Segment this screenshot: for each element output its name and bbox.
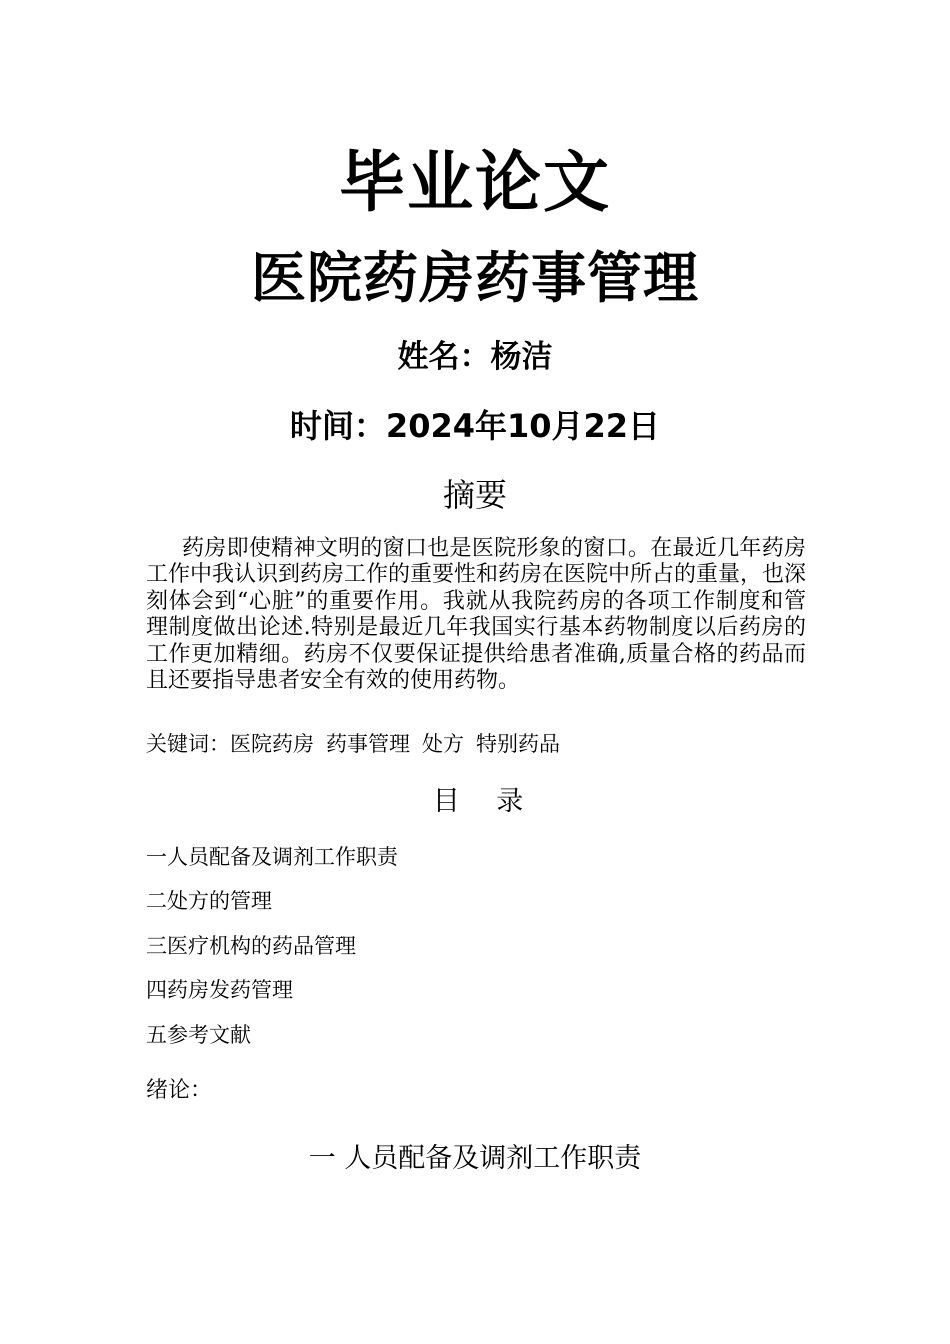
toc-item: 三医疗机构的药品管理 [146,933,356,958]
keyword-item: 特别药品 [476,732,560,756]
toc-item: 一人员配备及调剂工作职责 [146,845,398,869]
author-line: 姓名：杨洁 [397,339,553,375]
thesis-title: 毕业论文 [339,144,611,221]
toc-item: 五参考文献 [146,1022,251,1047]
keyword-item: 医院药房 [230,732,314,756]
toc-item: 四药房发药管理 [146,978,293,1003]
date-line: 时间：2024年10月22日 [289,407,661,445]
keyword-item: 处方 [422,732,464,756]
abstract-text: 药房即使精神文明的窗口也是医院形象的窗口。在最近几年药房工作中我认识到药房工作的重要性和药房在医院中所占的重量，也深刻体会到“心脏”的重要作用。我就从我院药房的各项工作制度和管理制度做出论述.特别是最近几年我国实行基本药物制度以后药房的工作更加精细。药房不仅要保证提供给患者准确,质量合格的药品而且还要指导患者安全有效的使用药物。 [146,536,807,694]
toc-heading: 目 录 [432,786,538,817]
keyword-item: 药事管理 [326,732,410,756]
toc-item: 二处方的管理 [146,889,272,914]
keywords-label: 关键词： [146,732,230,756]
introduction-label: 绪论： [146,1078,213,1103]
keywords-line [146,729,572,759]
abstract-heading: 摘要 [442,476,507,514]
toc-list [146,840,398,1062]
section-heading: 一 人员配备及调剂工作职责 [308,1143,642,1174]
thesis-subtitle: 医院药房药事管理 [250,246,699,310]
